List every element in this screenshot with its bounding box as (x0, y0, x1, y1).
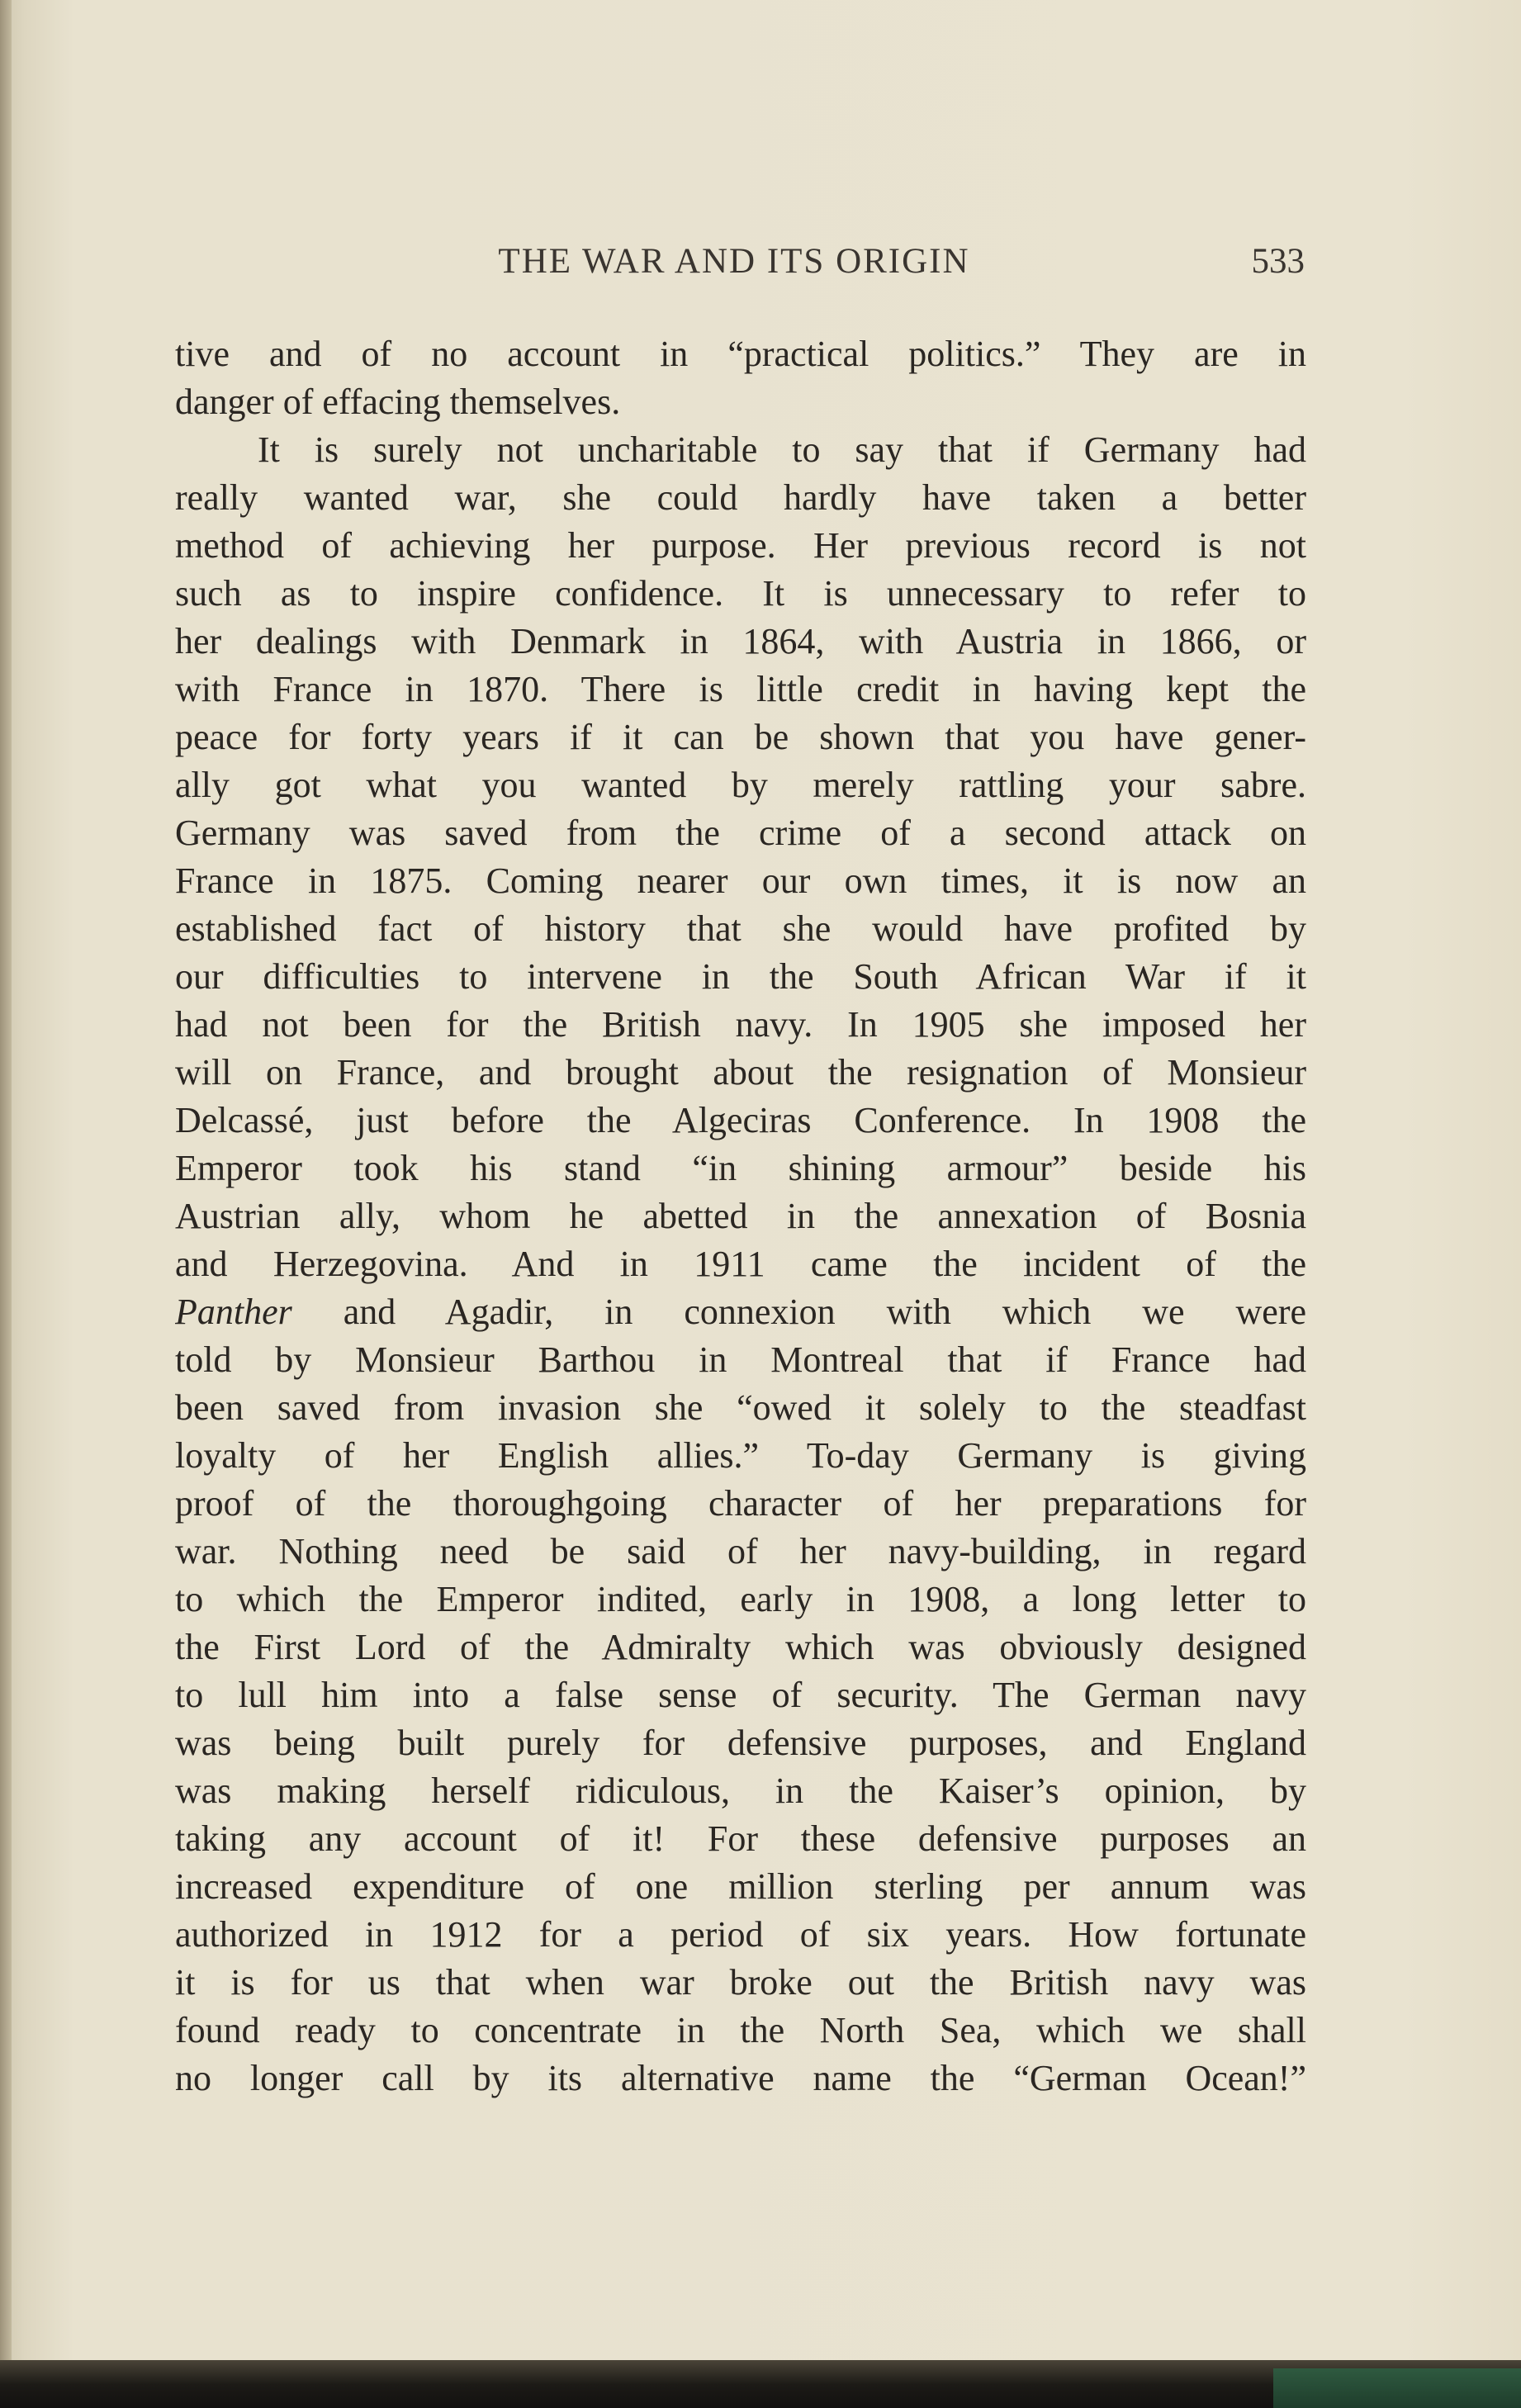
text-line: to which the Emperor indited, early in 1908, a long letter to (175, 1579, 1306, 1619)
page-bottom-edge (0, 2360, 1521, 2408)
text-line: Germany was saved from the crime of a second attack on (175, 813, 1306, 853)
text-line: was being built purely for defensive purposes, and England (175, 1723, 1306, 1763)
text-line: Delcassé, just before the Algeciras Conference. In 1908 the (175, 1100, 1306, 1140)
text-line: such as to inspire confidence. It is unnecessary to refer to (175, 573, 1306, 614)
text-line: the First Lord of the Admiralty which was obviously designed (175, 1627, 1306, 1667)
text-line: Emperor took his stand “in shining armour” beside his (175, 1148, 1306, 1188)
text-line: no longer call by its alternative name the “German Ocean!” (175, 2058, 1306, 2098)
text-line: with France in 1870. There is little credit in having kept the (175, 669, 1306, 709)
book-cover-edge (1273, 2368, 1521, 2408)
text-line: her dealings with Denmark in 1864, with Austria in 1866, or (175, 621, 1306, 661)
text-line: France in 1875. Coming nearer our own times, it is now an (175, 860, 1306, 901)
text-line: peace for forty years if it can be shown that you have gener- (175, 717, 1306, 757)
text-line: it is for us that when war broke out the British navy was (175, 1962, 1306, 2003)
text-line: had not been for the British navy. In 1905 she imposed her (175, 1004, 1306, 1045)
text-line: increased expenditure of one million sterling per annum was (175, 1866, 1306, 1907)
text-line: found ready to concentrate in the North Sea, which we shall (175, 2010, 1306, 2050)
text-line: told by Monsieur Barthou in Montreal that if France had (175, 1339, 1306, 1380)
text-line-with-italic (175, 1288, 1306, 1336)
text-line: taking any account of it! For these defensive purposes an (175, 1818, 1306, 1859)
text-line: danger of effacing themselves. (175, 382, 621, 422)
italic-ship-name: Panther (175, 1292, 292, 1332)
text-line: our difficulties to intervene in the South African War if it (175, 956, 1306, 997)
text-line: and Herzegovina. And in 1911 came the incident of the (175, 1244, 1306, 1284)
text-line: loyalty of her English allies.” To-day Germany is giving (175, 1435, 1306, 1476)
text-line: to lull him into a false sense of security. The German navy (175, 1675, 1306, 1715)
text-line: war. Nothing need be said of her navy-building, in regard (175, 1531, 1306, 1571)
running-head: THE WAR AND ITS ORIGIN (498, 242, 970, 281)
text-line: was making herself ridiculous, in the Kaiser’s opinion, by (175, 1770, 1306, 1811)
text-line-rest: and Agadir, in connexion with which we were (343, 1292, 1306, 1332)
text-line: Austrian ally, whom he abetted in the annexation of Bosnia (175, 1196, 1306, 1236)
text-line: ally got what you wanted by merely rattling your sabre. (175, 765, 1306, 805)
text-line: really wanted war, she could hardly have taken a better (175, 477, 1306, 518)
text-line: tive and of no account in “practical politics.” They are in (175, 334, 1306, 374)
text-line: proof of the thoroughgoing character of her preparations for (175, 1483, 1306, 1524)
binding-edge (0, 0, 12, 2408)
page-number: 533 (1251, 242, 1305, 281)
body-text (175, 330, 1306, 2102)
text-line: authorized in 1912 for a period of six years. How fortunate (175, 1914, 1306, 1955)
text-line: established fact of history that she would have profited by (175, 908, 1306, 949)
text-line: method of achieving her purpose. Her previous record is not (175, 525, 1306, 566)
text-line: It is surely not uncharitable to say that if Germany had (258, 429, 1306, 470)
text-line: been saved from invasion she “owed it solely to the steadfast (175, 1387, 1306, 1428)
text-line: will on France, and brought about the resignation of Monsieur (175, 1052, 1306, 1093)
